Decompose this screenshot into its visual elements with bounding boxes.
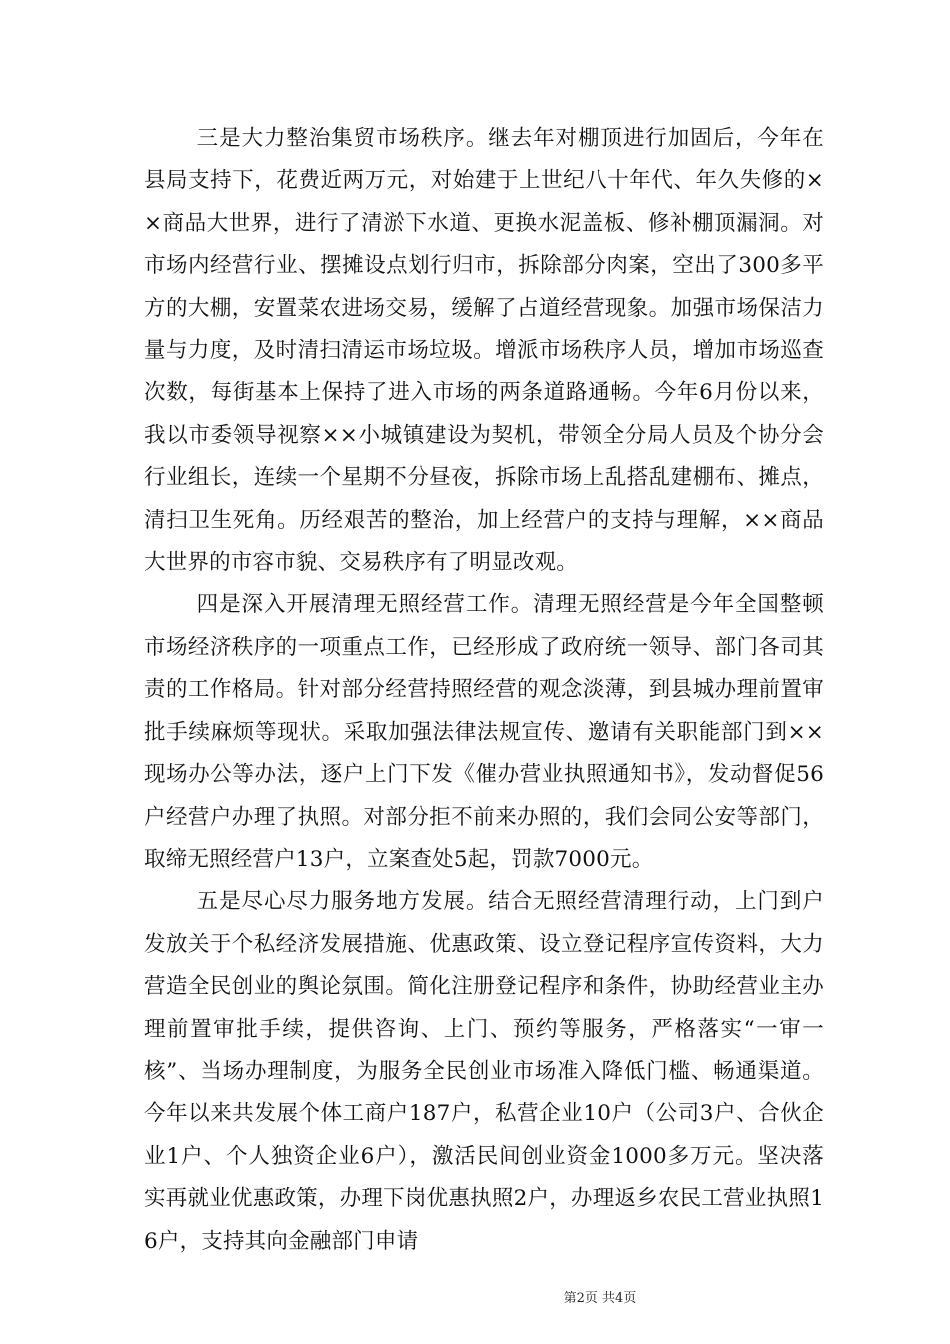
paragraph-unlicensed-business: 四是深入开展清理无照经营工作。清理无照经营是今年全国整顿市场经济秩序的一项重点工作，已经形成了政府统一领导、部门各司其责的工作格局。针对部分经营持照经营的观念淡薄，到县城办理前置审批手续麻烦等现状。采取加强法律法规宣传、邀请有关职能部门到××现场办公等办法，逐户上门下发《催办营业执照通知书》，发动督促56户经营户办理了执照。对部分拒不前来办照的，我们会同公安等部门，取缔无照经营户13户，立案查处5起，罚款7000元。 [144,592,824,872]
paragraph-local-development: 五是尽心尽力服务地方发展。结合无照经营清理行动，上门到户发放关于个私经济发展措施、优惠政策、设立登记程序宣传资料，大力营造全民创业的舆论氛围。简化注册登记程序和条件，协助经营业主办理前置审批手续，提供咨询、上门、预约等服务，严格落实“一审一核”、当场办理制度，为服务全民创业市场准入降低门槛、畅通渠道。今年以来共发展个体工商户187户，私营企业10户（公司3户、合伙企业1户、个人独资企业6户），激活民间创业资金1000多万元。坚决落实再就业优惠政策，办理下岗优惠执照2户，办理返乡农民工营业执照16户，支持其向金融部门申请 [144,889,824,1254]
page-number: 第2页 共4页 [563,1291,637,1306]
paragraph-market-order: 三是大力整治集贸市场秩序。继去年对棚顶进行加固后，今年在县局支持下，花费近两万元，对始建于上世纪八十年代、年久失修的××商品大世界，进行了清淤下水道、更换水泥盖板、修补棚顶漏洞。对市场内经营行业、摆摊设点划行归市，拆除部分肉案，空出了300多平方的大棚，安置菜农进场交易，缓解了占道经营现象。加强市场保洁力量与力度，及时清扫清运市场垃圾。增派市场秩序人员，增加市场巡查次数，每街基本上保持了进入市场的两条道路通畅。今年6月份以来，我以市委领导视察××小城镇建设为契机，带领全分局人员及个协分会行业组长，连续一个星期不分昼夜，拆除市场上乱搭乱建棚布、摊点，清扫卫生死角。历经艰苦的整治，加上经营户的支持与理解，××商品大世界的市容市貌、交易秩序有了明显改观。 [144,126,824,576]
page-number-footer [0,1291,950,1307]
document-body [144,118,824,1263]
